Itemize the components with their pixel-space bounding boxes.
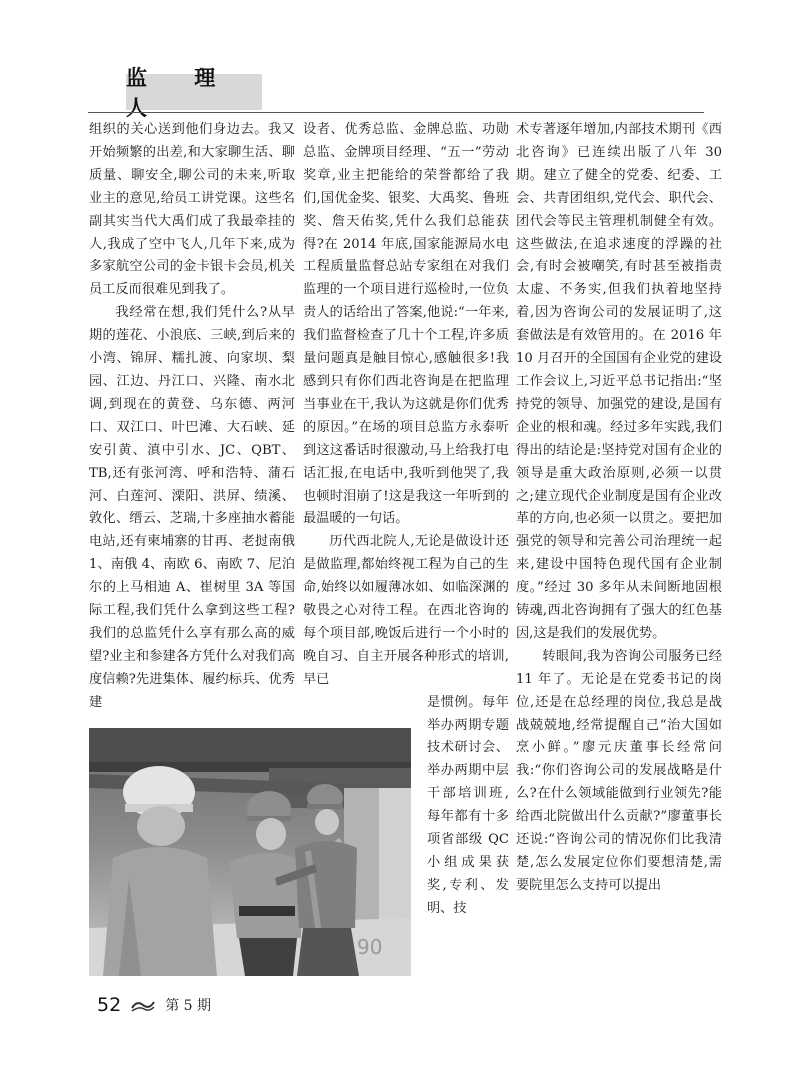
page-footer xyxy=(97,994,211,1016)
paragraph: 历代西北院人,无论是做设计还是做监理,都始终视工程为自己的生命,始终以如履薄冰如、如临深渊的敬畏之心对待工程。在西北咨询的每个项目部,晚饭后进行一个小时的晚自习、自主开展各种形式的培训,早已 xyxy=(303,534,509,687)
section-title-tag xyxy=(126,66,262,120)
site-inspection-photo xyxy=(89,728,411,976)
page-number: 52 xyxy=(97,994,122,1016)
section-title: 监 理 人 xyxy=(126,66,236,120)
paragraph: 设者、优秀总监、金牌总监、功勋总监、金牌项目经理、“五一”劳动奖章,业主把能给的荣誉都给了我们,国优金奖、银奖、大禹奖、鲁班奖、詹天佑奖,凭什么我们总能获得?在 2014 年底,国家能源局水电工程质量监督总站专家组在对我们监理的一个项目进行巡检时,一位负责人的话给出了答案,他说:“一年来,我们监督检查了几十个工程,许多质量问题真是触目惊心,感触很多!我感到只有你们西北咨询是在把监理当事业在干,我认为这就是你们优秀的原因。”在场的项目总监方永泰听到这这番话时很激动,马上给我打电话汇报,在电话中,我听到他哭了,我也顿时泪崩了!这是我这一年听到的最温暖的一句话。 xyxy=(303,122,509,527)
paragraph-continuation: 是惯例。每年举办两期专题技术研讨会、举办两期中层干部培训班,每年都有十多项省部级 QC 小组成果获奖,专利、发明、技 xyxy=(427,694,509,916)
header-rule xyxy=(88,112,704,113)
publication-logo-icon xyxy=(131,998,155,1012)
issue-label: 第 5 期 xyxy=(165,998,211,1014)
paragraph: 组织的关心送到他们身边去。我又开始频繁的出差,和大家聊生活、聊质量、聊安全,聊公司的未来,听取业主的意见,给员工讲党课。这些名副其实当代大禹们成了我最牵挂的人,我成了空中飞人,几年下来,成为多家航空公司的金卡银卡会员,机关员工反而很难见到我了。 xyxy=(89,122,295,298)
svg-text:90: 90 xyxy=(357,935,383,959)
text-column-3 xyxy=(516,119,722,898)
paragraph: 术专著逐年增加,内部技术期刊《西北咨询》已连续出版了八年 30 期。建立了健全的党委、纪委、工会、共青团组织,党代会、职代会、团代会等民主管理机制健全有效。这些做法,在追求速度的浮躁的社会,有时会被嘲笑,有时甚至被指责太虚、不务实,但我们执着地坚持着,因为咨询公司的发展证明了,这套做法是有效管用的。在 2016 年 10 月召开的全国国有企业党的建设工作会议上,习近平总书记指出:“坚持党的领导、加强党的建设,是国有企业的根和魂。经过多年实践,我们得出的结论是:坚持党对国有企业的领导是重大政治原则,必须一以贯之;建立现代企业制度是国有企业改革的方向,也必须一以贯之。要把加强党的领导和完善公司治理统一起来,建设中国特色现代国有企业制度。”经过 30 多年从未间断地固根铸魂,西北咨询拥有了强大的红色基因,这是我们的发展优势。 xyxy=(516,122,722,641)
paragraph: 转眼间,我为咨询公司服务已经 11 年了。无论是在党委书记的岗位,还是在总经理的岗位,我总是战战兢兢地,经常提醒自己“治大国如烹小鲜。”廖元庆董事长经常问我:“你们咨询公司的发展战略是什么?在什么领域能做到行业领先?能给西北院做出什么贡献?”廖董事长还说:“咨询公司的情况你们比我清楚,怎么发展定位你们要想清楚,需要院里怎么支持可以提出 xyxy=(516,648,722,893)
text-column-1 xyxy=(89,119,295,715)
paragraph: 我经常在想,我们凭什么?从早期的莲花、小浪底、三峡,到后来的小湾、锦屏、糯扎渡、向家坝、梨园、江边、丹江口、兴隆、南水北调,到现在的黄登、乌东德、两河口、双江口、叶巴滩、大石峡、延安引黄、滇中引水、JC、QBT、TB,还有张河湾、呼和浩特、蒲石河、白莲河、溧阳、洪屏、绩溪、敦化、缙云、芝瑞,十多座抽水蓄能电站,还有柬埔寨的甘再、老挝南俄 1、南俄 4、南欧 6、南欧 7、尼泊尔的上马相迪 A、崔树里 3A 等国际工程,我们凭什么拿到这些工程?我们的总监凭什么享有那么高的威望?业主和参建各方凭什么对我们高度信赖?先进集体、履约标兵、优秀建 xyxy=(89,305,295,710)
